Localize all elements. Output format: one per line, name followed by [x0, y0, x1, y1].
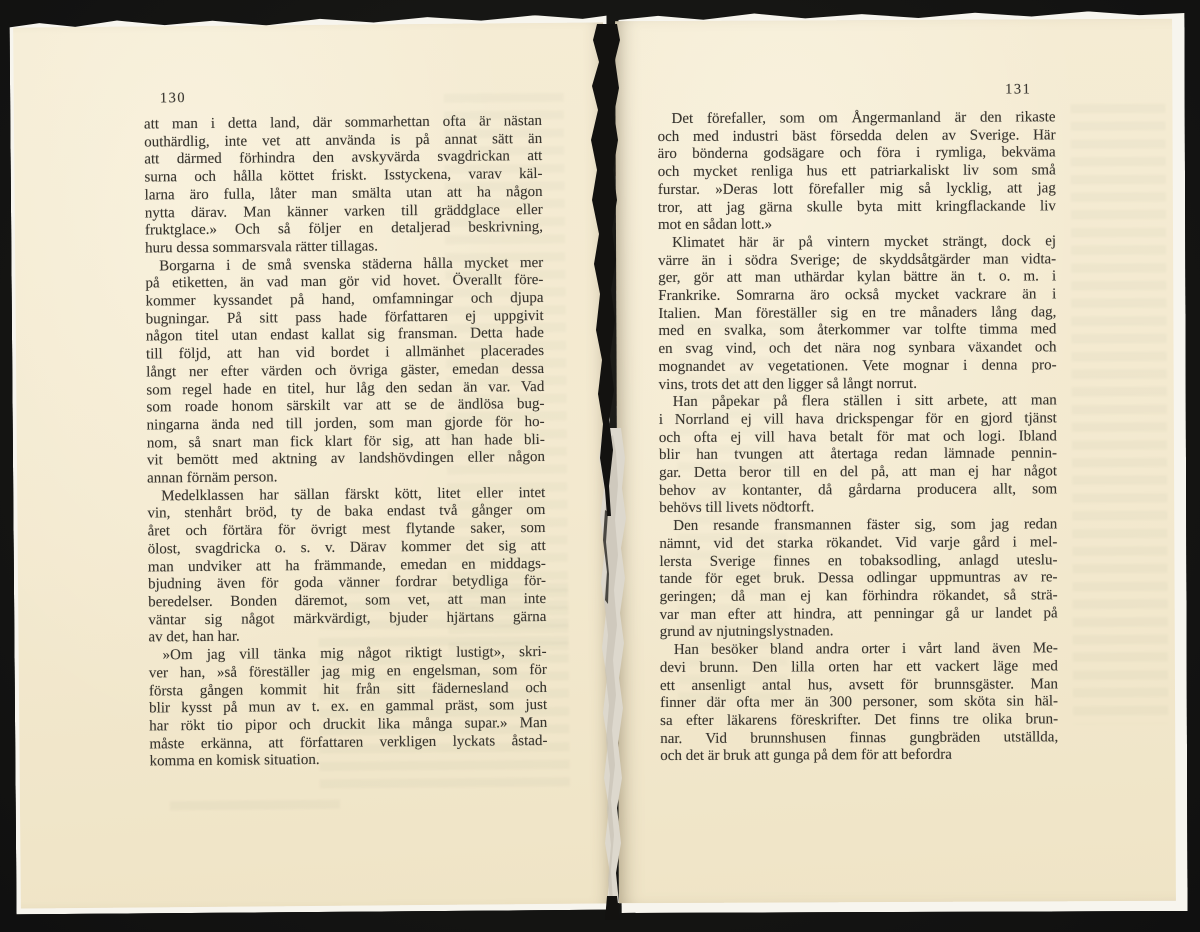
text-line: geringen; då man ej kan förhindra rökandet, så strä-	[659, 587, 1058, 606]
text-line: Den resande fransmannen fäster sig, som jag redan	[673, 516, 1058, 535]
left-page-text	[144, 113, 548, 771]
text-line: mot en sådan lott.»	[657, 216, 773, 234]
text-line: måste erkänna, att författaren verkligen lyckats åstad-	[149, 732, 548, 753]
text-line: nämnt, vid det starka rökandet. Vid varje gård i mel-	[659, 534, 1058, 552]
text-line: outhärdlig, inte vet att använda is på annat sätt än	[144, 130, 543, 151]
text-line: har rökt tio pipor och druckit lika många supar.» Man	[149, 714, 548, 735]
text-line: Han påpekar på flera ställen i sitt arbete, att man	[672, 392, 1057, 411]
text-line: första gången kommit hit från sitt fädernesland och	[148, 679, 548, 699]
text-line: blir kysst på mun av t. ex. en gammal präst, som just	[149, 697, 548, 717]
text-line: på etiketten, än vad man gör vid hovet. Överallt före-	[145, 272, 544, 292]
text-line: Medelklassen har sällan färskt kött, litet eller intet	[161, 484, 546, 505]
text-line: som roade honom särskilt var att se de ändlösa bug-	[146, 396, 545, 416]
text-line: Det förefaller, som om Ångermanland är den rikaste	[671, 109, 1056, 127]
text-line: surna och hålla köttet friskt. Isstyckena, varav käl-	[144, 166, 543, 186]
text-line: och ofta ej vill hava betalt för mat och logi. Ibland	[658, 427, 1057, 446]
text-line: lersta Sverige finnes en tobaksodling, anlagd uteslu-	[659, 551, 1058, 570]
text-line: finner där ofta mer än 300 personer, som sköta sin häl-	[660, 693, 1059, 712]
left-page-number: 130	[159, 90, 187, 107]
text-line: mognandet av vegetationen. Vete mognar i denna pro-	[658, 357, 1057, 375]
text-line: devi brunn. Den lilla orten har ett vackert läge med	[659, 658, 1058, 676]
text-line: värre än i södra Sverige; de skyddsåtgärder man vidta-	[658, 250, 1057, 269]
text-line: och det är bruk att gunga på dem för att befordra	[660, 747, 952, 765]
text-line: och med industri bäst försedda delen av Sverige. Här	[657, 127, 1056, 145]
text-line: att man i detta land, där sommarhettan ofta är nästan	[143, 112, 543, 133]
text-line: bugningar. På sitt pass hade författaren ej uppgivit	[145, 307, 544, 328]
right-page-number: 131	[1005, 81, 1032, 98]
text-line: tror, att jag gärna skulle byta mitt kringflackande liv	[657, 197, 1056, 216]
text-line: och mycket renliga hus ett patriarkaliskt liv som små	[657, 162, 1056, 181]
torn-gutter-edge	[575, 0, 645, 932]
text-line: Klimatet här är på vintern mycket strängt, dock ej	[672, 233, 1057, 251]
text-line: till följd, att han vid bordet i allmänhet placerades	[145, 343, 545, 363]
text-line: »Om jag vill tänka mig något riktigt lustigt», skri-	[162, 644, 547, 664]
text-line: långt ner efter värden och övriga gäster, emedan dessa	[146, 360, 545, 381]
text-line: sa efter läkarens föreskrifter. Det finns tre olika brun-	[660, 711, 1059, 729]
text-line: gar. Detta beror till en del på, att man ej har något	[659, 463, 1058, 482]
text-line: äro bönderna godsägare och föra i rymliga, bekväma	[657, 144, 1056, 163]
text-line: kommer kyssandet på hand, omfamningar och djupa	[145, 290, 544, 310]
text-line: beredelser. Bonden däremot, som vet, att man inte	[148, 590, 547, 611]
text-line: behövs till livets nödtorft.	[659, 499, 815, 517]
text-line: annan förnäm person.	[147, 469, 278, 487]
text-line: furstar. »Deras lott förefaller mig så lycklig, att jag	[657, 180, 1056, 198]
text-line: huru dessa sommarsvala rätter tillagas.	[145, 238, 379, 257]
text-line: med en svalka, som återkommer var tolfte timma med	[658, 321, 1057, 340]
text-line: nar. Vid brunnshusen finnas gungbräden utställda,	[660, 728, 1059, 747]
text-line: fruktglace.» Och så följer en detaljerad beskrivning,	[144, 219, 543, 239]
text-line: en svag vind, och det nära nog synbara växandet och	[658, 339, 1057, 358]
text-line: bjudning även för goda vänner fordrar betydliga för-	[147, 573, 547, 593]
text-line: ölost, svagdricka o. s. v. Därav kommer det sig att	[147, 537, 546, 558]
text-line: nytta därav. Man känner varken till gräddglace eller	[144, 201, 543, 221]
text-line: komma en komisk situation.	[149, 752, 320, 770]
text-line: ningarna ända ned till jorden, som man gjorde för ho-	[146, 413, 545, 434]
text-line: behov av kontanter, då gårdarna producera allt, som	[659, 481, 1058, 499]
text-line: vit bemött med aktning av landshövdingen eller någon	[146, 449, 546, 469]
text-line: året och förtära för övrigt mest flytande saker, som	[147, 520, 546, 540]
text-line: väntar sig något märkvärdigt, bjuder hjärtans gärna	[148, 608, 547, 629]
right-page-text	[657, 109, 1058, 766]
left-page	[13, 22, 611, 908]
text-line: av det, han har.	[148, 629, 240, 646]
text-line: ver han, »så föreställer jag mig en engelsman, som för	[148, 661, 547, 682]
text-line: att därmed förhindra den avskyvärda svagdrickan att	[144, 148, 543, 168]
text-line: Italien. Man föreställer sig en tre månaders lång dag,	[658, 304, 1057, 322]
bleed-through-ghost	[170, 800, 340, 815]
text-line: larna äro fulla, låter man smälta utan att ha någon	[144, 183, 543, 204]
text-line: man undviker att ha främmande, emedan en middags-	[147, 555, 546, 576]
text-line: var man efter att hindra, att penningar gå ur landet på	[659, 604, 1058, 623]
text-line: tande för eget bruk. Dessa odlingar uppmuntras av re-	[659, 569, 1058, 588]
text-line: någon titel utan endast kallat sig fransman. Detta hade	[145, 325, 544, 345]
text-line: Frankrike. Somrarna äro också mycket vackrare än i	[658, 286, 1057, 305]
text-line: vin, stenhårt bröd, ty de baka endast två gånger om	[147, 502, 546, 522]
right-page	[615, 19, 1176, 903]
text-line: Borgarna i de små svenska städerna hålla mycket mer	[159, 254, 544, 274]
text-line: blir han tvungen att återtaga redan lämnade pennin-	[658, 445, 1058, 464]
text-line: vins, trots det att den ligger så långt norrut.	[658, 375, 917, 393]
text-line: nom, så snart man fick klart för sig, att han hade bli-	[146, 431, 545, 452]
text-line: i Norrland ej vill hava drickspengar för en gjord tjänst	[658, 410, 1057, 428]
text-line: grund av njutningslystnaden.	[659, 623, 834, 641]
text-line: ger, gör att man uthärdar kylan bättre än t. o. m. i	[658, 268, 1057, 287]
text-line: ett ansenligt antal hus, avsett för brunnsgäster. Man	[659, 675, 1059, 694]
bleed-through-ghost	[1070, 104, 1168, 724]
text-line: Han besöker bland andra orter i vårt land även Me-	[673, 640, 1058, 659]
text-line: som regel hade en titel, hur låg den sedan än var. Vad	[146, 378, 545, 398]
